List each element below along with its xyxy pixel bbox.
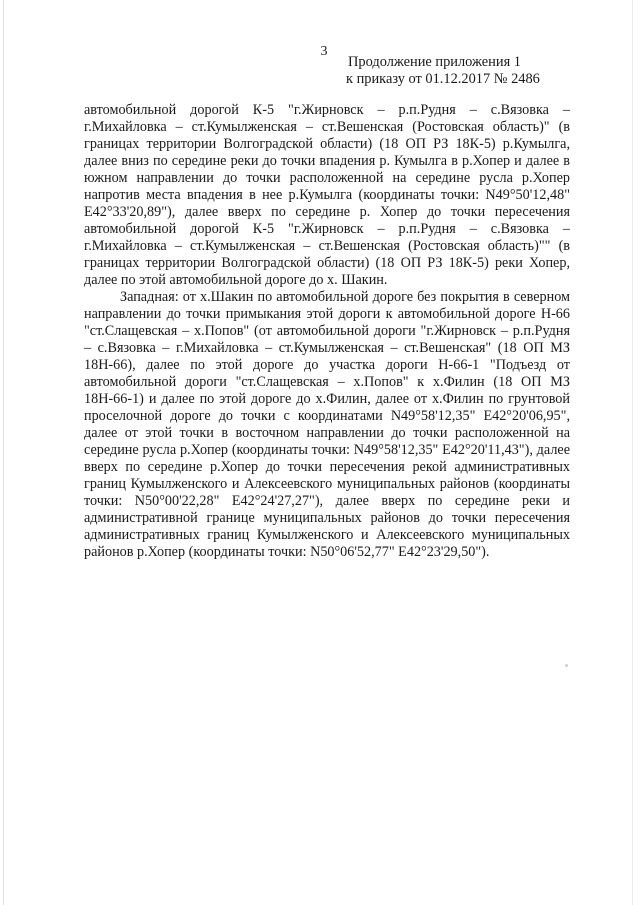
scan-left-edge xyxy=(3,0,4,905)
paragraph-boundary-continuation: автомобильной дорогой К-5 "г.Жирновск – р.п.Рудня – с.Вязовка – г.Михайловка – ст.Кумылженская – ст.Вешенская (Ростовская область)" (в границах территории Волгоградской области) (18 ОП РЗ 18К-5) р.Кумылга, далее вниз по середине реки до точки впадения р. Кумылга в р.Хопер и далее в южном направлении до точки расположенной на середине русла р.Хопер напротив места впадения в нее р.Кумылга (координаты точки: N49°50'12,48" E42°33'20,89"), далее вверх по середине р. Хопер до точки пересечения автомобильной дорогой К-5 "г.Жирновск – р.п.Рудня – с.Вязовка – г.Михайловка – ст.Кумылженская – ст.Вешенская (Ростовская область)"" (в границах территории Волгоградской области) (18 ОП РЗ 18К-5) реки Хопер, далее по этой автомобильной дороге до х. Шакин. xyxy=(84,102,570,288)
order-reference-line: к приказу от 01.12.2017 № 2486 xyxy=(346,71,540,87)
appendix-continuation-line: Продолжение приложения 1 xyxy=(348,54,521,70)
scan-speck xyxy=(565,664,568,667)
document-body xyxy=(84,102,570,561)
appendix-header xyxy=(346,54,540,88)
page-number: 3 xyxy=(320,44,328,59)
paragraph-western-boundary: Западная: от х.Шакин по автомобильной дороге без покрытия в северном направлении до точки примыкания этой дороги к автомобильной дороге Н-66 "ст.Слащевская – х.Попов" (от автомобильной дороги "г.Жирновск – р.п.Рудня – с.Вязовка – г.Михайловка – ст.Кумылженская – ст.Вешенская" (18 ОП МЗ 18Н-66), далее по этой дороге до участка дороги Н-66-1 "Подъезд от автомобильной дороги "ст.Слащевская – х.Попов" к х.Филин (18 ОП МЗ 18Н-66-1) и далее по этой дороге до х.Филин, далее от х.Филин по грунтовой проселочной дороге до точки с координатами N49°58'12,35" E42°20'06,95", далее от этой точки в восточном направлении до точки расположенной на середине русла р.Хопер (координаты точки: N49°58'12,35" E42°20'11,43"), далее вверх по середине р.Хопер до точки пересечения рекой административных границ Кумылженского и Алексеевского муниципальных районов (координаты точки: N50°00'22,28" E42°24'27,27"), далее вверх по середине реки и административной границе муниципальных районов до точки пересечения административных границ Кумылженского и Алексеевского муниципальных районов р.Хопер (координаты точки: N50°06'52,77" E42°23'29,50"). xyxy=(84,289,570,560)
scan-right-edge xyxy=(632,0,633,905)
